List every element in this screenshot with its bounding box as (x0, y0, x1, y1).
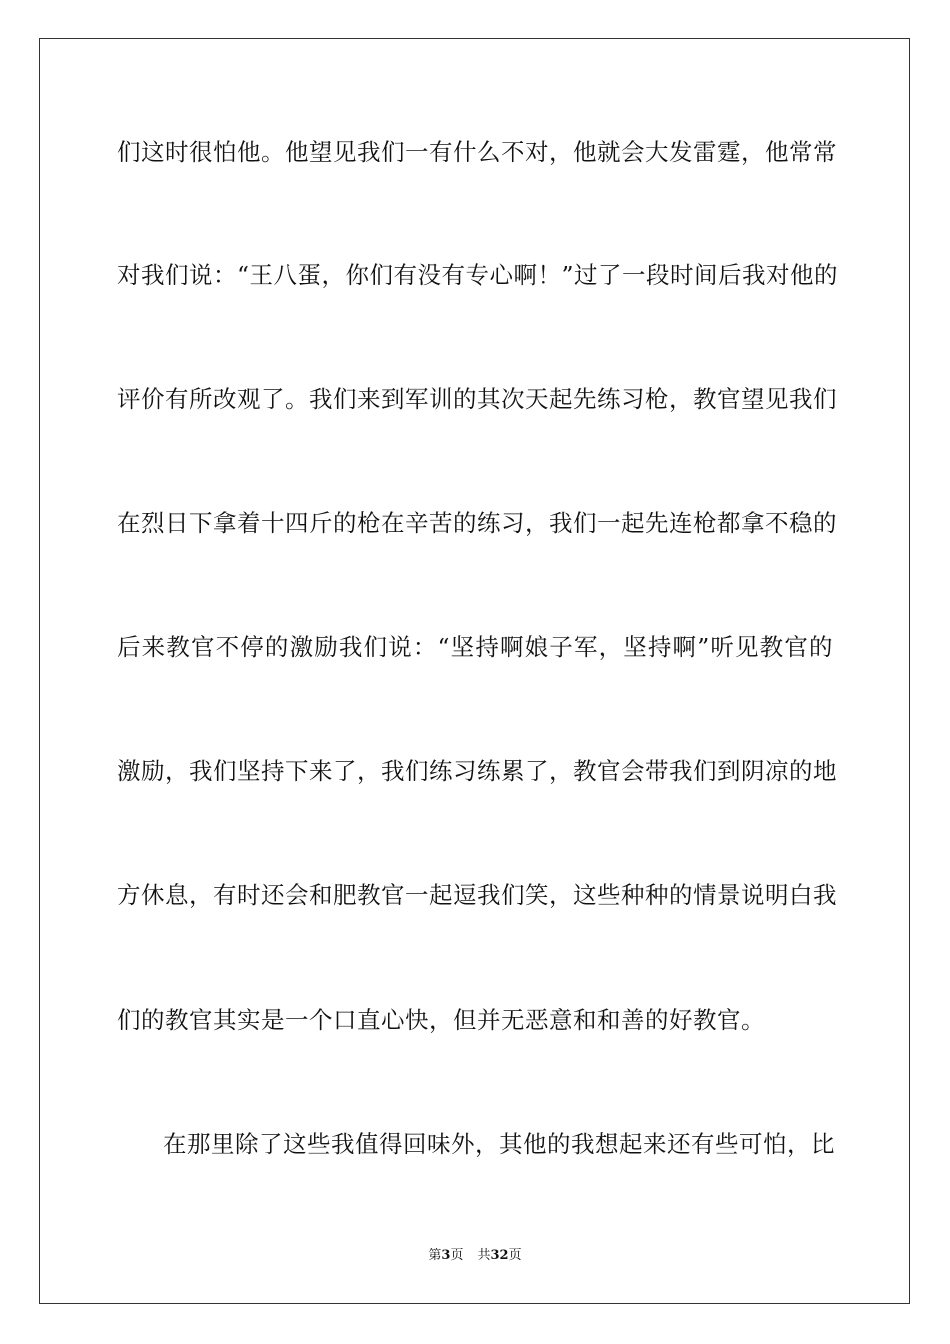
page-border (39, 38, 910, 1304)
text-line-8: 们的教官其实是一个口直心快，但并无恶意和和善的好教官。 (117, 1006, 765, 1034)
footer-page-suffix: 页 (450, 1248, 464, 1263)
text-line-1: 们这时很怕他。他望见我们一有什么不对，他就会大发雷霆，他常常 (117, 138, 837, 166)
text-line-6: 激励，我们坚持下来了，我们练习练累了，教官会带我们到阴凉的地 (117, 757, 837, 785)
text-line-7: 方休息，有时还会和肥教官一起逗我们笑，这些种种的情景说明白我 (117, 881, 837, 909)
paragraph-start-line: 在那里除了这些我值得回味外，其他的我想起来还有些可怕，比 (163, 1130, 835, 1158)
footer-total-pages: 32 (490, 1248, 509, 1263)
text-line-5: 后来教官不停的激励我们说：“坚持啊娘子军，坚持啊”听见教官的 (117, 633, 833, 661)
page-footer (0, 1247, 950, 1265)
text-line-3: 评价有所改观了。我们来到军训的其次天起先练习枪，教官望见我们 (117, 385, 837, 413)
footer-page-prefix: 第 (428, 1248, 442, 1263)
footer-total-suffix: 页 (508, 1248, 522, 1263)
text-line-4: 在烈日下拿着十四斤的枪在辛苦的练习，我们一起先连枪都拿不稳的 (117, 509, 837, 537)
text-line-2: 对我们说：“王八蛋，你们有没有专心啊！”过了一段时间后我对他的 (117, 261, 839, 289)
footer-total-prefix: 共 (477, 1248, 491, 1263)
footer-page-number: 3 (441, 1248, 451, 1263)
